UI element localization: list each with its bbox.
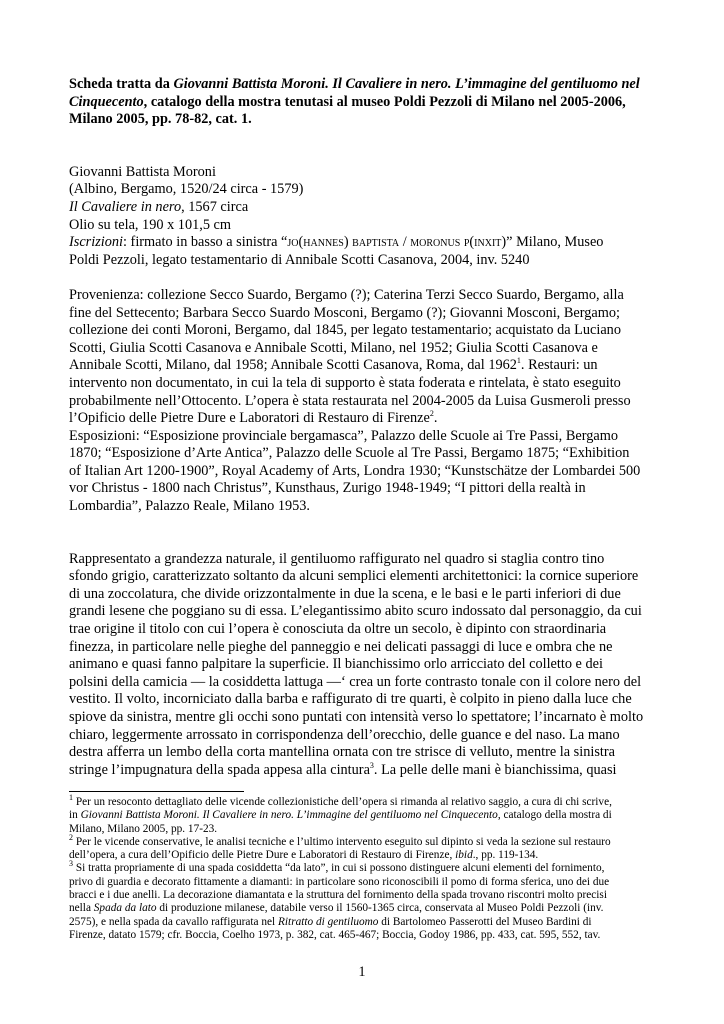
footnote-text: dell’opera, a cura dell’Opificio delle Pietre Dure e Laboratori di Restauro di Firenze, [69,849,456,862]
artist-name: Giovanni Battista Moroni [69,163,216,180]
document-page [69,76,661,779]
description-line: Rappresentato a grandezza naturale, il gentiluomo raffigurato nel quadro si staglia contro tino [69,550,605,567]
description-line: vestito. Il volto, incorniciato dalla barba e raffigurato di tre quarti, è colpito in pieno dalla luce che [69,691,632,708]
artwork-record [69,164,661,270]
artwork-date: , 1567 circa [181,198,249,215]
exhibitions-line: vor Christus - 1800 nach Christus”, Kunsthaus, Zurigo 1948-1949; “I pittori della realtà in [69,480,586,497]
artwork-medium: Olio su tela, 190 x 101,5 cm [69,216,232,233]
provenance-section [69,287,661,428]
description-line: chiaro, leggermente arrossato in corrispondenza dell’orecchio, delle guance e del naso. La mano [69,726,620,743]
source-header [69,76,661,129]
page-number: 1 [358,964,366,980]
book-title-cont: Cinquecento [69,93,144,110]
description-line: grandi lesene che poggiano su di essa. L’elegantissimo abito scuro indossato dal personaggio, da cui [69,603,642,620]
provenance-line: intervento non documentato, in cui la tela di supporto è stata foderata e rintelata, è stato eseguito [69,374,621,391]
footnote-italic: Spada da lato [93,902,157,915]
provenance-line: Annibale Scotti, Milano, dal 1958; Annibale Scotti Casanova, Roma, dal 1962 [69,357,517,374]
footnote-number: 2 [69,833,73,843]
provenance-line-tail: . Restauri: un [520,357,598,374]
header-rest: , catalogo della mostra tenutasi al museo Poldi Pezzoli di Milano nel 2005-2006, [143,93,626,110]
footnote-separator [69,791,244,792]
header-prefix: Scheda tratta da [69,76,174,92]
description-line: stringe l’impugnatura della spada appesa alla cintura [69,761,370,778]
footnote-text: Milano, Milano 2005, pp. 17-23. [69,822,218,835]
footnote-1 [69,793,669,809]
inscriptions-text: : firmato in basso a sinistra “ [123,234,288,251]
footnote-text: Firenze, datato 1579; cfr. Boccia, Coelho 1973, p. 382, cat. 465-467; Boccia, Godoy 1986, pp. 433, cat. 595, 552, tav. [69,928,601,941]
exhibitions-line: 1870; “Esposizione d’Arte Antica”, Palazzo delle Scuole al Tre Passi, Bergamo 1875; “Exhibition [69,445,630,462]
header-citation: Milano 2005, pp. 78-82, cat. 1. [69,111,252,128]
inscriptions-end: ” Milano, Museo [506,234,604,251]
footnote-text: Per le vicende conservative, le analisi tecniche e l’ultimo intervento eseguito sul dipinto si veda la sezione sul restauro [73,835,611,848]
artwork-location: Poldi Pezzoli, legato testamentario di Annibale Scotti Casanova, 2004, inv. 5240 [69,251,530,268]
provenance-line: probabilmente nell’Ottocento. L’opera è stata restaurata nel 2004-2005 da Luisa Gusmeroli presso [69,392,631,409]
footnote-ref[interactable]: 2 [429,409,434,419]
description-line: spiove da sinistra, mentre gli occhi sono puntati con intensità verso lo spettatore; l’incarnato è molto [69,709,644,725]
footnote-text: ., pp. 119-134. [472,849,539,862]
footnote-text: Per un resoconto dettagliato delle vicende collezionistiche dell’opera si rimanda al relativo saggio, a cura di chi scrive, [73,796,612,808]
footnote-ref[interactable]: 1 [516,356,521,366]
description-line: di una zoccolatura, che divide orizzontalmente in due la scena, e le basi e le parti inferiori di due [69,585,621,602]
footnote-text: 2575), e nella spada da cavallo raffigurata nel [69,915,279,928]
footnote-italic: ibid [455,849,473,862]
description-line: trae origine il titolo con cui l’opera è conosciuta da oltre un secolo, è dipinto con straordinaria [69,621,607,638]
book-title: Giovanni Battista Moroni. Il Cavaliere in nero. L’immagine del gentiluomo nel [173,76,640,92]
footnote-ref[interactable]: 3 [369,761,374,771]
description-line: sfondo grigio, caratterizzato soltanto da alcuni semplici elementi architettonici: la cornice superiore [69,568,639,585]
description-line: polsini della camicia — la cosiddetta lattuga —‘ crea un forte contrasto tonale con il colore nero del [69,673,642,690]
signature-text: jo(hannes) baptista / moronus p(inxit) [287,234,507,251]
footnote-text: bracci e i due anelli. La decorazione diamantata e la struttura del fornimento della spada trovano riscontri molto precisi [69,889,607,902]
footnote-text: in [69,809,81,822]
provenance-line: fine del Settecento; Barbara Secco Suardo Mosconi, Bergamo (?); Giovanni Mosconi, Bergamo; [69,304,620,321]
footnote-text: nella [69,902,94,915]
description-line-tail: . La pelle delle mani è bianchissima, quasi [373,761,617,778]
artist-dates: (Albino, Bergamo, 1520/24 circa - 1579) [69,181,304,198]
footnote-text: privo di guardia e decorato fittamente a diamanti: in particolare sono riconoscibili il pomo di forma sferica, uno dei due [69,875,610,888]
description-line: destra afferra un lembo della corta mantellina ornata con tre strisce di velluto, mentre la sinistra [69,744,615,761]
provenance-line: l’Opificio delle Pietre Dure e Laboratori di Restauro di Firenze [69,410,430,427]
footnote-italic: Giovanni Battista Moroni. Il Cavaliere in nero. L’immagine del gentiluomo nel Cinquecento [80,809,498,822]
footnote-text: di Bartolomeo Passerotti del Museo Bardini di [378,915,592,928]
footnotes [69,793,669,942]
artwork-title: Il Cavaliere in nero [69,198,182,215]
footnote-text: , catalogo della mostra di [497,809,612,822]
exhibitions-line: Lombardia”, Palazzo Reale, Milano 1953. [69,498,310,515]
footnote-number: 3 [69,859,73,869]
description-line: animano e quasi fanno palpitare la superficie. Il bianchissimo orlo arricciato del colletto e dei [69,656,603,673]
footnote-italic: Ritratto di gentiluomo [278,915,379,928]
description-line: finezza, in particolare nelle pieghe del panneggio e nei delicati passaggi di luce e ombra che ne [69,638,613,655]
provenance-line: Provenienza: collezione Secco Suardo, Bergamo (?); Caterina Terzi Secco Suardo, Bergamo, alla [69,286,624,303]
footnote-3 [69,859,669,875]
footnote-2 [69,833,669,849]
provenance-line: Scotti, Giulia Scotti Casanova e Annibale Scotti, Milano, nel 1952; Giulia Scotti Casanova e [69,339,598,356]
exhibitions-line: Esposizioni: “Esposizione provinciale bergamasca”, Palazzo delle Scuole ai Tre Passi, Bergamo [69,427,618,444]
footnote-number: 1 [69,793,73,803]
inscriptions-label: Iscrizioni [69,234,124,251]
footnote-text: di produzione milanese, databile verso il 1560-1365 circa, conservata al Museo Poldi Pezzoli (inv. [156,902,604,915]
provenance-line: collezione dei conti Moroni, Bergamo, dal 1845, per legato testamentario; acquistato da Luciano [69,322,621,339]
exhibitions-section [69,428,661,516]
footnote-text: Si tratta propriamente di una spada cosiddetta “da lato”, in cui si possono distinguere alcuni elementi del fornimento, [73,862,605,875]
exhibitions-line: of Italian Art 1200-1900”, Royal Academy of Arts, Londra 1930; “Kunstschätze der Lombardei 500 [69,462,641,479]
description-section [69,551,661,780]
provenance-line-tail: . [433,410,438,427]
